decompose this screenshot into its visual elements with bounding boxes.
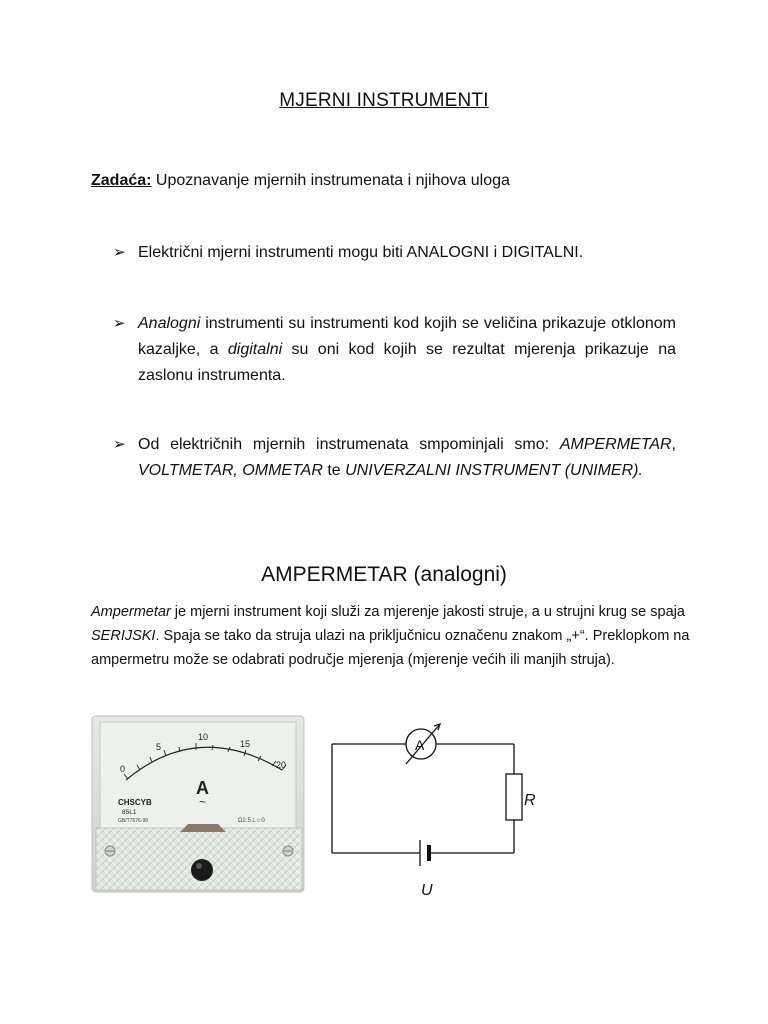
text-run: Od električnih mjernih instrumenata smpominjali smo: <box>138 436 560 453</box>
term-analogni: Analogni <box>138 315 201 332</box>
ammeter-photo <box>88 710 310 900</box>
resistor-label: R <box>524 792 536 809</box>
scale-label: 15 <box>240 739 251 749</box>
scale-label: 0 <box>120 764 126 774</box>
meter-class: Ω2.5⊥☆0 <box>238 818 265 824</box>
arrow-bullet-icon: ➢ <box>113 315 126 332</box>
source-label: U <box>421 882 433 899</box>
meter-brand: CHSCYB <box>118 798 152 807</box>
battery-short-plate <box>427 845 431 861</box>
ampermetar-paragraph <box>91 600 691 672</box>
term-ampermetar: Ampermetar <box>91 604 171 620</box>
scale-label: 5 <box>156 742 162 752</box>
page-title: MJERNI INSTRUMENTI <box>279 90 489 111</box>
text-run: je mjerni instrument koji služi za mjerenje jakosti struje, a u strujni krug se spaja <box>170 604 685 620</box>
ac-mark: ~ <box>199 795 207 809</box>
bullet-text <box>138 432 676 484</box>
bullet-item <box>113 311 676 389</box>
section-title: AMPERMETAR (analogni) <box>261 563 507 586</box>
scale-label: 20 <box>276 760 287 770</box>
circuit-diagram <box>320 722 536 902</box>
term-univerzalni: UNIVERZALNI INSTRUMENT (UNIMER). <box>345 462 643 479</box>
scale-label: 10 <box>198 732 209 742</box>
bullet-text <box>138 311 676 389</box>
meter-unit: A <box>196 778 209 798</box>
resistor-symbol <box>506 774 522 820</box>
text-run: instrumenti su instrumenti kod kojih se veličina prikazuje otklonom kazaljke, a <box>138 315 676 358</box>
meter-model: 85L1 <box>122 809 137 816</box>
text-run: , <box>671 436 676 453</box>
bullet-item <box>113 240 676 266</box>
term-voltmetar-ommetar: VOLTMETAR, OMMETAR <box>138 462 323 479</box>
text-run: te <box>322 462 346 479</box>
bullet-item <box>113 432 676 484</box>
zero-adjust-knob <box>191 859 213 881</box>
arrow-bullet-icon: ➢ <box>113 244 126 261</box>
term-serijski: SERIJSKI <box>91 628 156 644</box>
meter-standard: GB/T7676-98 <box>118 818 149 824</box>
text-run: . Spaja se tako da struja ulazi na priključnicu označenu znakom „+“. Preklopkom na ampermetru može se odabrati područje mjerenja (mjerenje većih ili manjih struja). <box>91 628 690 668</box>
arrow-bullet-icon: ➢ <box>113 436 126 453</box>
text-run: su oni kod kojih se rezultat mjerenja prikazuje na zaslonu instrumenta. <box>138 341 676 384</box>
term-ampermetar: AMPERMETAR <box>559 436 672 453</box>
needle-base <box>180 824 226 832</box>
task-label: Zadaća: <box>91 172 152 189</box>
task-line <box>91 172 510 190</box>
term-digitalni: digitalni <box>227 341 283 358</box>
task-text: Upoznavanje mjernih instrumenata i njihova uloga <box>151 172 510 189</box>
bullet-text: Električni mjerni instrumenti mogu biti ANALOGNI i DIGITALNI. <box>138 244 584 261</box>
ammeter-label: A <box>415 737 425 753</box>
